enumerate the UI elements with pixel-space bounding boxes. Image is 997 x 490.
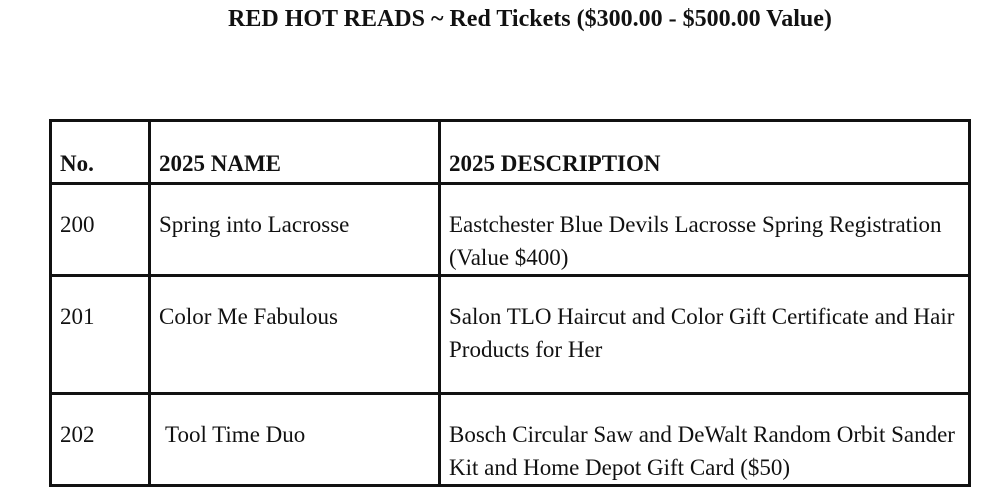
page-title: RED HOT READS ~ Red Tickets ($300.00 - $500.00 Value) [228, 6, 832, 32]
column-header-name: 2025 NAME [150, 121, 440, 184]
item-number: 200 [51, 184, 150, 276]
item-name [150, 394, 440, 486]
item-name: Spring into Lacrosse [150, 184, 440, 276]
table-header-row [51, 121, 970, 184]
item-description: Bosch Circular Saw and DeWalt Random Orbit Sander Kit and Home Depot Gift Card ($50) [440, 394, 970, 486]
item-number: 202 [51, 394, 150, 486]
item-description: Eastchester Blue Devils Lacrosse Spring Registration (Value $400) [440, 184, 970, 276]
item-number: 201 [51, 276, 150, 394]
table-row [51, 184, 970, 276]
table-row [51, 276, 970, 394]
column-header-description: 2025 DESCRIPTION [440, 121, 970, 184]
item-name: Color Me Fabulous [150, 276, 440, 394]
item-name-text: Tool Time Duo [165, 422, 306, 447]
item-description: Salon TLO Haircut and Color Gift Certificate and Hair Products for Her [440, 276, 970, 394]
items-table [49, 119, 971, 487]
column-header-no: No. [51, 121, 150, 184]
table-row [51, 394, 970, 486]
